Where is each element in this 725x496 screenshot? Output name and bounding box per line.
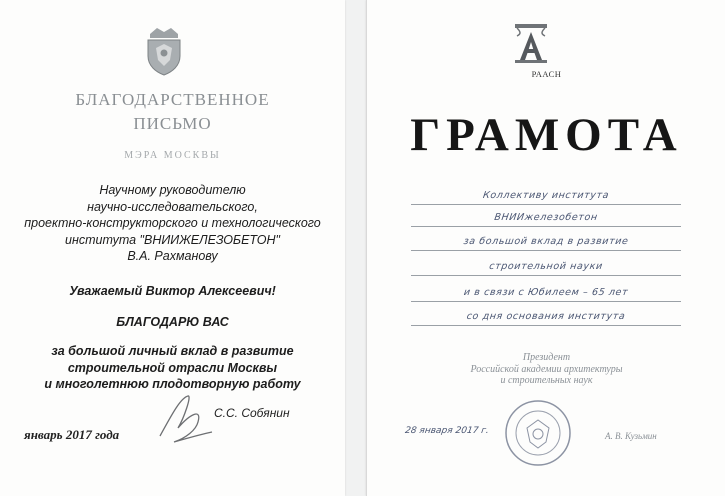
- president-title: [367, 352, 725, 387]
- addressee-line: Научному руководителю: [99, 183, 246, 197]
- body-line: за большой личный вклад в развитие: [51, 344, 294, 358]
- handwritten-line: и в связи с Юбилеем – 65 лет: [463, 287, 629, 298]
- addressee-line: научно-исследовательского,: [87, 199, 258, 214]
- body-line: строительной отрасли Москвы: [67, 360, 278, 375]
- handwritten-line: за большой вклад в развитие: [462, 236, 630, 247]
- letter-heading-line1: БЛАГОДАРСТВЕННОЕ: [75, 90, 270, 109]
- gratitude-letter: [0, 0, 345, 496]
- underline-rule: [411, 325, 681, 326]
- underline-rule: [411, 301, 681, 302]
- handwritten-line: строительной науки: [488, 261, 604, 272]
- body-line: и многолетнюю плодотворную работу: [44, 377, 301, 391]
- moscow-coat-of-arms-icon: [142, 26, 186, 76]
- certificate-title: ГРАМОТА: [410, 109, 683, 161]
- letter-greeting: Уважаемый Виктор Алексеевич!: [69, 284, 276, 298]
- president-line: Президент: [522, 352, 571, 363]
- letter-body: [0, 343, 345, 393]
- underline-rule: [411, 250, 681, 251]
- handwritten-line: со дня основания института: [465, 311, 627, 322]
- certificate-org-abbr: РААСН: [531, 69, 562, 79]
- addressee-line: проектно-конструкторского и технологического: [24, 216, 321, 230]
- letter-date: январь 2017 года: [24, 427, 120, 442]
- handwritten-line: ВНИИжелезобетон: [493, 212, 599, 223]
- president-line: Российской академии архитектуры: [470, 363, 623, 375]
- letter-addressee: [0, 182, 345, 265]
- raasn-emblem-icon: [513, 22, 549, 64]
- letter-subheading: МЭРА МОСКВЫ: [124, 150, 221, 161]
- letter-signer: С.С. Собянин: [214, 406, 290, 420]
- underline-rule: [411, 226, 681, 227]
- letter-thanks: БЛАГОДАРЮ ВАС: [116, 315, 229, 329]
- seal-stamp-icon: [503, 398, 573, 468]
- signature-icon: [150, 388, 220, 448]
- president-name: А. В. Кузьмин: [605, 431, 657, 441]
- certificate: [366, 0, 725, 496]
- handwritten-line: Коллективу института: [482, 190, 610, 201]
- addressee-line: института "ВНИИЖЕЛЕЗОБЕТОН": [65, 232, 280, 247]
- certificate-date: 28 января 2017 г.: [404, 426, 490, 436]
- president-line: и строительных наук: [500, 375, 593, 386]
- addressee-line: В.А. Рахманову: [127, 249, 218, 263]
- letter-heading-line2: ПИСЬМО: [133, 114, 212, 133]
- underline-rule: [411, 204, 681, 205]
- underline-rule: [411, 275, 681, 276]
